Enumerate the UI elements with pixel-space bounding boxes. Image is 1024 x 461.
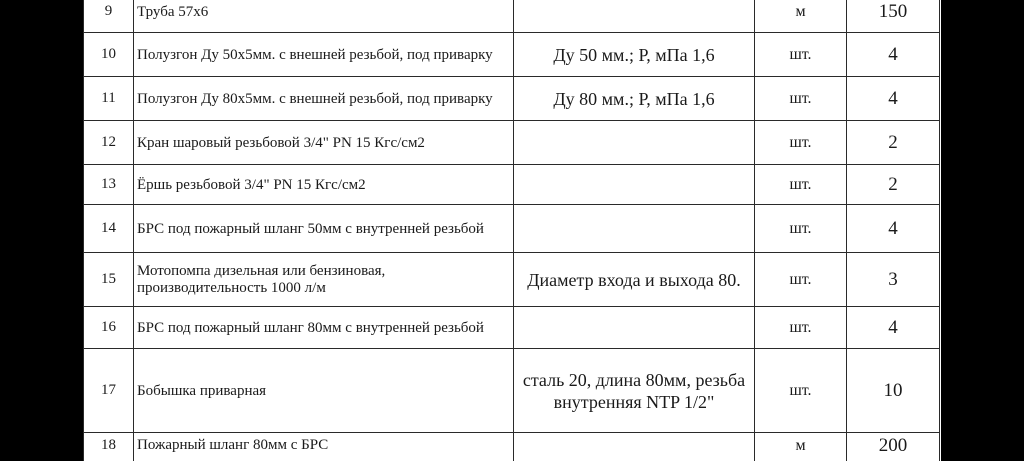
item-spec (514, 121, 755, 165)
item-name: Труба 57х6 (134, 0, 514, 33)
item-name: БРС под пожарный шланг 50мм с внутренней резьбой (134, 205, 514, 253)
row-number: 11 (84, 77, 134, 121)
item-spec (514, 0, 755, 33)
item-unit: шт. (755, 121, 847, 165)
item-unit: шт. (755, 33, 847, 77)
row-number: 17 (84, 349, 134, 433)
item-name: Мотопомпа дизельная или бензиновая, производительность 1000 л/м (134, 253, 514, 307)
item-quantity: 4 (847, 77, 940, 121)
item-quantity: 4 (847, 33, 940, 77)
item-unit: шт. (755, 205, 847, 253)
item-unit: шт. (755, 349, 847, 433)
row-number: 16 (84, 307, 134, 349)
table-row (84, 433, 940, 461)
table-row (84, 307, 940, 349)
item-name: Ёршь резьбовой 3/4" PN 15 Кгс/см2 (134, 165, 514, 205)
item-spec (514, 433, 755, 461)
table-row (84, 0, 940, 33)
table-row (84, 165, 940, 205)
row-number: 9 (84, 0, 134, 33)
table-row (84, 205, 940, 253)
row-number: 10 (84, 33, 134, 77)
item-spec: сталь 20, длина 80мм, резьба внутренняя NTP 1/2" (514, 349, 755, 433)
item-name: Полузгон Ду 50х5мм. с внешней резьбой, под приварку (134, 33, 514, 77)
table-row (84, 349, 940, 433)
item-quantity: 3 (847, 253, 940, 307)
row-number: 13 (84, 165, 134, 205)
table-row (84, 121, 940, 165)
item-quantity: 200 (847, 433, 940, 461)
item-quantity: 2 (847, 165, 940, 205)
item-name: Полузгон Ду 80х5мм. с внешней резьбой, под приварку (134, 77, 514, 121)
item-unit: шт. (755, 307, 847, 349)
item-unit: шт. (755, 165, 847, 205)
item-spec: Ду 50 мм.; Р, мПа 1,6 (514, 33, 755, 77)
item-spec (514, 205, 755, 253)
row-number: 18 (84, 433, 134, 461)
item-unit: шт. (755, 77, 847, 121)
item-quantity: 2 (847, 121, 940, 165)
table-row (84, 33, 940, 77)
item-quantity: 4 (847, 307, 940, 349)
item-quantity: 10 (847, 349, 940, 433)
item-unit: шт. (755, 253, 847, 307)
item-spec: Ду 80 мм.; Р, мПа 1,6 (514, 77, 755, 121)
item-spec (514, 307, 755, 349)
item-spec (514, 165, 755, 205)
item-spec: Диаметр входа и выхода 80. (514, 253, 755, 307)
item-unit: м (755, 0, 847, 33)
row-number: 14 (84, 205, 134, 253)
document-page (83, 0, 941, 461)
item-name: Кран шаровый резьбовой 3/4" PN 15 Кгс/см2 (134, 121, 514, 165)
table-row (84, 253, 940, 307)
row-number: 15 (84, 253, 134, 307)
item-quantity: 4 (847, 205, 940, 253)
item-name: БРС под пожарный шланг 80мм с внутренней резьбой (134, 307, 514, 349)
item-name: Пожарный шланг 80мм с БРС (134, 433, 514, 461)
item-name: Бобышка приварная (134, 349, 514, 433)
specification-table (83, 0, 940, 461)
item-unit: м (755, 433, 847, 461)
table-row (84, 77, 940, 121)
item-quantity: 150 (847, 0, 940, 33)
row-number: 12 (84, 121, 134, 165)
